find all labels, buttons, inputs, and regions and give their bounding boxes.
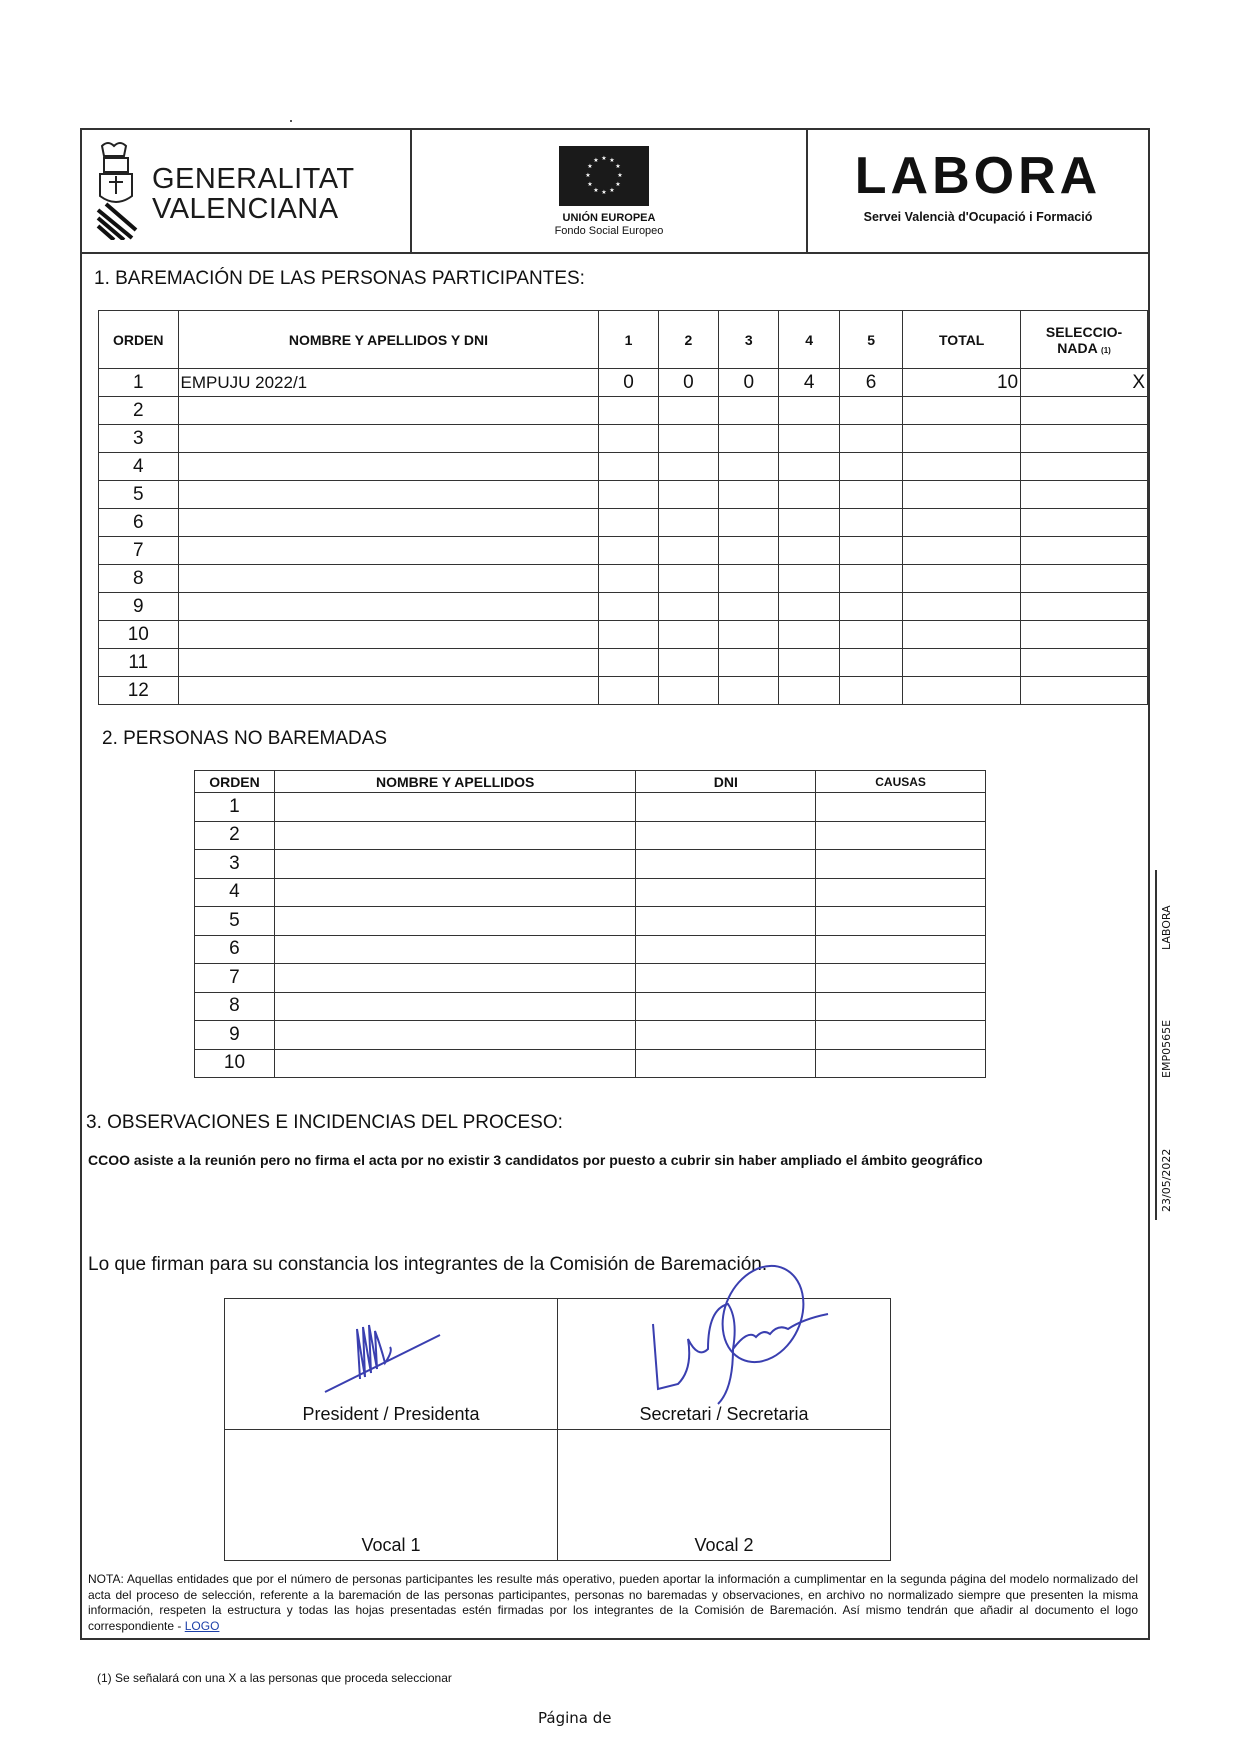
president-label: President / Presidenta [302, 1404, 480, 1424]
participants-table [98, 310, 1148, 705]
side-date: 23/05/2022 [1160, 1148, 1173, 1212]
svg-text:★: ★ [609, 187, 615, 194]
cell-c4[interactable]: 4 [779, 369, 839, 397]
cell-total[interactable] [903, 649, 1021, 677]
cell-c3[interactable] [719, 649, 779, 677]
cell-orden: 5 [195, 907, 275, 936]
cell-c5[interactable] [839, 593, 902, 621]
generalitat-line1: GENERALITAT [152, 163, 355, 195]
col-orden: ORDEN [99, 311, 179, 369]
cell-c3[interactable] [719, 565, 779, 593]
svg-text:★: ★ [587, 163, 593, 170]
cell-c2[interactable] [658, 565, 718, 593]
table-row [195, 935, 986, 964]
cell-c4[interactable] [779, 397, 839, 425]
cell-seleccionada[interactable] [1021, 537, 1148, 565]
cell-causas[interactable] [816, 935, 986, 964]
cell-seleccionada[interactable] [1021, 593, 1148, 621]
cell-total[interactable] [903, 453, 1021, 481]
col-3: 3 [719, 311, 779, 369]
cell-c2[interactable] [658, 677, 718, 705]
svg-text:★: ★ [593, 187, 599, 194]
cell-causas[interactable] [816, 878, 986, 907]
cell-total[interactable] [903, 425, 1021, 453]
cell-c3[interactable] [719, 481, 779, 509]
cell-total[interactable] [903, 481, 1021, 509]
table-row [99, 369, 1148, 397]
eu-title: UNIÓN EUROPEA [562, 212, 656, 224]
generalitat-coat-of-arms-icon [94, 140, 138, 240]
table-row [195, 1021, 986, 1050]
cell-dni[interactable] [636, 878, 816, 907]
cell-nombre[interactable] [274, 793, 636, 822]
footnote: (1) Se señalará con una X a las personas que proceda seleccionar [97, 1671, 452, 1685]
cell-nombre[interactable] [274, 1021, 636, 1050]
table-row [195, 992, 986, 1021]
note-paragraph [88, 1572, 1138, 1634]
svg-text:★: ★ [609, 157, 615, 164]
col-2: 2 [658, 311, 718, 369]
generalitat-line2: VALENCIANA [152, 193, 339, 225]
cell-dni[interactable] [636, 964, 816, 993]
cell-orden: 7 [195, 964, 275, 993]
cell-seleccionada[interactable]: X [1021, 369, 1148, 397]
cell-orden: 1 [195, 793, 275, 822]
table-row [99, 397, 1148, 425]
cell-c5[interactable] [839, 537, 902, 565]
cell-c5[interactable] [839, 453, 902, 481]
cell-seleccionada[interactable] [1021, 621, 1148, 649]
cell-c3[interactable] [719, 397, 779, 425]
table-row [99, 509, 1148, 537]
cell-c3[interactable] [719, 621, 779, 649]
col-4: 4 [779, 311, 839, 369]
table-row [195, 1049, 986, 1078]
svg-text:★: ★ [587, 181, 593, 188]
cell-c3[interactable] [719, 593, 779, 621]
cell-c4[interactable] [779, 537, 839, 565]
cell-c5[interactable] [839, 677, 902, 705]
cell-c3[interactable] [719, 677, 779, 705]
cell-nombre[interactable] [178, 397, 599, 425]
secretary-label: Secretari / Secretaria [639, 1404, 809, 1424]
cell-dni[interactable] [636, 793, 816, 822]
vocal2-signature-box[interactable] [558, 1430, 891, 1561]
labora-wordmark: LABORA [854, 147, 1102, 205]
cell-seleccionada[interactable] [1021, 397, 1148, 425]
cell-causas[interactable] [816, 793, 986, 822]
cell-nombre[interactable] [274, 1049, 636, 1078]
cell-c4[interactable] [779, 425, 839, 453]
cell-orden: 4 [99, 453, 179, 481]
cell-total[interactable] [903, 565, 1021, 593]
table-row [99, 649, 1148, 677]
table-row [99, 621, 1148, 649]
svg-text:★: ★ [601, 189, 607, 196]
table-row [195, 793, 986, 822]
vocal1-signature-box[interactable] [225, 1430, 558, 1561]
table-row [195, 878, 986, 907]
cell-causas[interactable] [816, 992, 986, 1021]
cell-c5[interactable] [839, 481, 902, 509]
cell-orden: 9 [195, 1021, 275, 1050]
cell-seleccionada[interactable] [1021, 453, 1148, 481]
cell-nombre[interactable] [178, 593, 599, 621]
cell-c1[interactable] [599, 397, 658, 425]
cell-c5[interactable] [839, 397, 902, 425]
non-scored-table [194, 770, 986, 1078]
cell-total[interactable]: 10 [903, 369, 1021, 397]
cell-c2[interactable] [658, 593, 718, 621]
col-5: 5 [839, 311, 902, 369]
cell-c4[interactable] [779, 621, 839, 649]
side-form-code: EMP0565E [1160, 1019, 1173, 1078]
cell-c4[interactable] [779, 593, 839, 621]
section3-title: 3. OBSERVACIONES E INCIDENCIAS DEL PROCESO: [86, 1112, 563, 1133]
cell-orden: 4 [195, 878, 275, 907]
cell-nombre[interactable] [178, 425, 599, 453]
cell-c1[interactable] [599, 537, 658, 565]
cell-c2[interactable] [658, 397, 718, 425]
cell-c3[interactable] [719, 425, 779, 453]
logo-link[interactable]: LOGO [184, 1618, 220, 1633]
cell-dni[interactable] [636, 992, 816, 1021]
cell-total[interactable] [903, 537, 1021, 565]
svg-text:★: ★ [615, 181, 621, 188]
cell-orden: 10 [99, 621, 179, 649]
cell-orden: 7 [99, 537, 179, 565]
note-text: NOTA: Aquellas entidades que por el número de personas participantes les resulte más operativo, pueden aportar la información a cumplimentar en la segunda página del modelo normalizado del acta del proceso de selección, referente a la baremación de las personas participantes, personas no baremadas y observaciones, en archivo no normalizado siempre que presenten la misma información, respeten la estructura y todas las hojas presentadas estén firmadas por los integrantes de la Comisión de Baremación. Así mismo tendrán que añadir al documento el logo correspondiente - [88, 1572, 1138, 1633]
col-1: 1 [599, 311, 658, 369]
eu-logo-cell [412, 130, 808, 252]
cell-c5[interactable] [839, 565, 902, 593]
cell-c3[interactable] [719, 453, 779, 481]
svg-text:★: ★ [585, 172, 591, 179]
table-row [99, 677, 1148, 705]
cell-total[interactable] [903, 677, 1021, 705]
table-row [99, 425, 1148, 453]
cell-seleccionada[interactable] [1021, 677, 1148, 705]
eu-flag-icon [559, 146, 649, 206]
cell-nombre[interactable] [274, 850, 636, 879]
cell-nombre[interactable]: EMPUJU 2022/1 [178, 369, 599, 397]
cell-nombre[interactable] [274, 935, 636, 964]
cell-total[interactable] [903, 593, 1021, 621]
col-nombre-dni: NOMBRE Y APELLIDOS Y DNI [178, 311, 599, 369]
cell-c3[interactable]: 0 [719, 369, 779, 397]
cell-c1[interactable] [599, 621, 658, 649]
cell-orden: 6 [99, 509, 179, 537]
cell-c2[interactable] [658, 425, 718, 453]
cell-orden: 2 [195, 821, 275, 850]
non-scored-header-row [195, 771, 986, 793]
form-header [82, 130, 1148, 254]
labora-logo-cell [808, 130, 1148, 252]
scan-speck [290, 120, 292, 122]
cell-dni[interactable] [636, 907, 816, 936]
cell-c1[interactable] [599, 509, 658, 537]
vocal2-label: Vocal 2 [694, 1535, 754, 1555]
col-seleccionada-line1: SELECCIO- [1045, 323, 1123, 340]
cell-orden: 2 [99, 397, 179, 425]
cell-c5[interactable] [839, 649, 902, 677]
cell-seleccionada[interactable] [1021, 565, 1148, 593]
cell-nombre[interactable] [274, 992, 636, 1021]
cell-causas[interactable] [816, 821, 986, 850]
cell-nombre[interactable] [178, 481, 599, 509]
cell-orden: 10 [195, 1049, 275, 1078]
cell-seleccionada[interactable] [1021, 481, 1148, 509]
svg-text:★: ★ [593, 157, 599, 164]
cell-c1[interactable]: 0 [599, 369, 658, 397]
participants-header-row [99, 311, 1148, 369]
cell-c4[interactable] [779, 677, 839, 705]
cell-c5[interactable] [839, 425, 902, 453]
table-row [195, 821, 986, 850]
table-row [99, 481, 1148, 509]
cell-nombre[interactable] [178, 453, 599, 481]
side-labora-label: LABORA [1160, 905, 1173, 950]
cell-orden: 6 [195, 935, 275, 964]
cell-c5[interactable]: 6 [839, 369, 902, 397]
cell-causas[interactable] [816, 907, 986, 936]
cell-seleccionada[interactable] [1021, 425, 1148, 453]
cell-nombre[interactable] [274, 964, 636, 993]
cell-seleccionada[interactable] [1021, 509, 1148, 537]
signature-table [224, 1298, 891, 1561]
cell-c3[interactable] [719, 509, 779, 537]
cell-causas[interactable] [816, 964, 986, 993]
cell-c5[interactable] [839, 621, 902, 649]
page-number-label: Página de [538, 1709, 612, 1727]
cell-dni[interactable] [636, 1049, 816, 1078]
secretary-signature-box[interactable] [558, 1299, 891, 1430]
cell-nombre[interactable] [178, 621, 599, 649]
cell-nombre[interactable] [274, 907, 636, 936]
cell-orden: 9 [99, 593, 179, 621]
signature-row-1 [225, 1299, 891, 1430]
col-orden: ORDEN [195, 771, 275, 793]
cell-c4[interactable] [779, 565, 839, 593]
president-signature-box[interactable] [225, 1299, 558, 1430]
cell-c1[interactable] [599, 425, 658, 453]
cell-nombre[interactable] [178, 537, 599, 565]
svg-text:★: ★ [615, 163, 621, 170]
cell-c2[interactable] [658, 509, 718, 537]
table-row [99, 453, 1148, 481]
col-seleccionada [1021, 311, 1148, 369]
cell-c4[interactable] [779, 649, 839, 677]
cell-nombre[interactable] [178, 509, 599, 537]
cell-total[interactable] [903, 621, 1021, 649]
table-row [195, 964, 986, 993]
cell-c3[interactable] [719, 537, 779, 565]
cell-orden: 8 [195, 992, 275, 1021]
generalitat-wordmark [152, 164, 355, 224]
cell-c4[interactable] [779, 481, 839, 509]
table-row [195, 850, 986, 879]
vocal1-label: Vocal 1 [361, 1535, 421, 1555]
cell-orden: 12 [99, 677, 179, 705]
cell-c1[interactable] [599, 453, 658, 481]
president-signature-icon [315, 1307, 455, 1397]
side-margin-rule [1155, 870, 1157, 1220]
cell-causas[interactable] [816, 1021, 986, 1050]
cell-seleccionada[interactable] [1021, 649, 1148, 677]
cell-c2[interactable] [658, 453, 718, 481]
cell-c2[interactable] [658, 481, 718, 509]
cell-nombre[interactable] [178, 649, 599, 677]
cell-dni[interactable] [636, 850, 816, 879]
cell-c5[interactable] [839, 509, 902, 537]
cell-total[interactable] [903, 397, 1021, 425]
cell-c1[interactable] [599, 677, 658, 705]
secretary-signature-icon [638, 1259, 838, 1409]
table-row [195, 907, 986, 936]
col-nombre: NOMBRE Y APELLIDOS [274, 771, 636, 793]
section2-title: 2. PERSONAS NO BAREMADAS [102, 728, 388, 749]
cell-dni[interactable] [636, 821, 816, 850]
cell-c1[interactable] [599, 593, 658, 621]
col-causas: CAUSAS [816, 771, 986, 793]
observations-text[interactable]: CCOO asiste a la reunión pero no firma el acta por no existir 3 candidatos por puesto a cubrir sin haber ampliado el ámbito geográfico [88, 1152, 983, 1168]
cell-nombre[interactable] [274, 878, 636, 907]
cell-c2[interactable] [658, 537, 718, 565]
signature-intro: Lo que firman para su constancia los integrantes de la Comisión de Baremación. [88, 1254, 768, 1275]
cell-c4[interactable] [779, 453, 839, 481]
table-row [99, 537, 1148, 565]
svg-text:★: ★ [601, 155, 607, 162]
cell-orden: 8 [99, 565, 179, 593]
cell-dni[interactable] [636, 935, 816, 964]
col-seleccionada-line2: NADA [1057, 339, 1098, 356]
cell-orden: 5 [99, 481, 179, 509]
cell-c1[interactable] [599, 649, 658, 677]
cell-orden: 11 [99, 649, 179, 677]
generalitat-logo-cell [82, 130, 412, 252]
cell-c2[interactable] [658, 649, 718, 677]
cell-c1[interactable] [599, 565, 658, 593]
table-row [99, 565, 1148, 593]
cell-c2[interactable] [658, 621, 718, 649]
cell-causas[interactable] [816, 1049, 986, 1078]
table-row [99, 593, 1148, 621]
cell-causas[interactable] [816, 850, 986, 879]
cell-c4[interactable] [779, 509, 839, 537]
svg-text:★: ★ [617, 172, 623, 179]
cell-nombre[interactable] [178, 677, 599, 705]
cell-orden: 1 [99, 369, 179, 397]
labora-subtitle: Servei Valencià d'Ocupació i Formació [863, 210, 1093, 224]
cell-c1[interactable] [599, 481, 658, 509]
col-total: TOTAL [903, 311, 1021, 369]
col-seleccionada-footnote-ref: (1) [1101, 345, 1111, 355]
cell-c2[interactable]: 0 [658, 369, 718, 397]
signature-row-2 [225, 1430, 891, 1561]
cell-nombre[interactable] [178, 565, 599, 593]
cell-dni[interactable] [636, 1021, 816, 1050]
col-dni: DNI [636, 771, 816, 793]
cell-total[interactable] [903, 509, 1021, 537]
cell-orden: 3 [99, 425, 179, 453]
form-frame [80, 128, 1150, 1640]
eu-subtitle: Fondo Social Europeo [554, 225, 664, 237]
section1-title: 1. BAREMACIÓN DE LAS PERSONAS PARTICIPANTES: [94, 268, 585, 289]
cell-nombre[interactable] [274, 821, 636, 850]
cell-orden: 3 [195, 850, 275, 879]
